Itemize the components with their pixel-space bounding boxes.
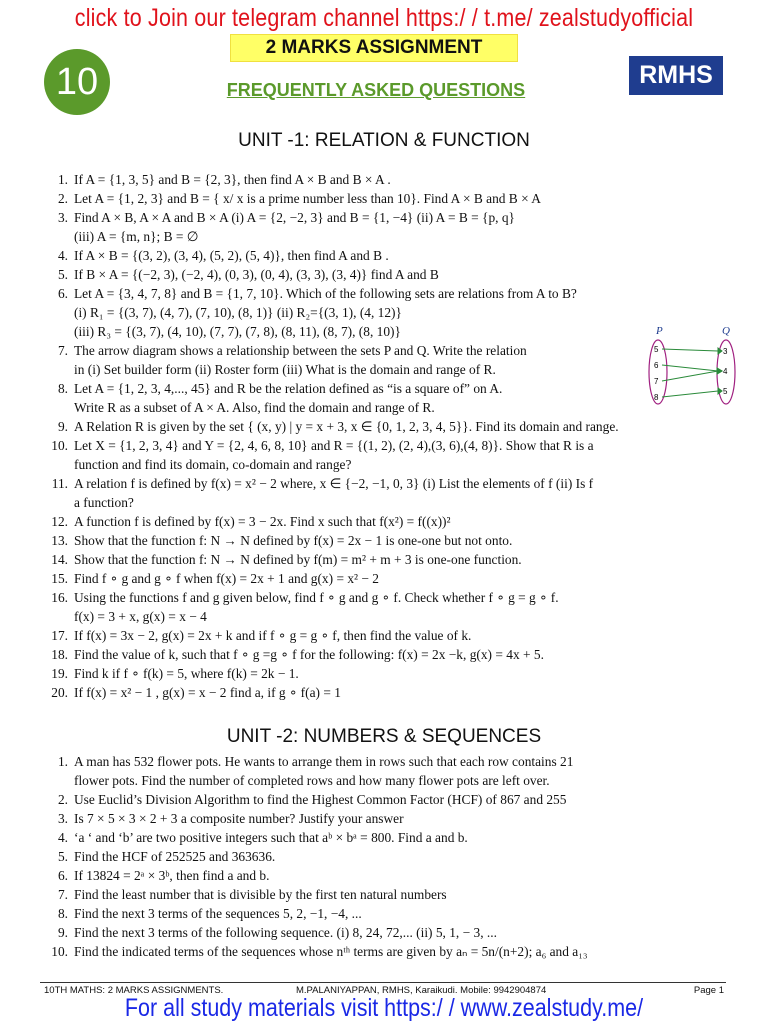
question-item <box>40 626 730 645</box>
question-item <box>40 531 730 550</box>
question-item <box>40 379 730 398</box>
question-text: Find A × B, A × A and B × A (i) A = {2, −2, 3} and B = {1, −4} (ii) A = B = {p, q} <box>74 210 515 225</box>
question-number: 8. <box>57 381 68 396</box>
question-number: 11. <box>51 476 68 491</box>
question-item <box>40 752 730 771</box>
question-item <box>40 942 730 961</box>
telegram-banner-link[interactable]: click to Join our telegram channel https:/ / t.me/ zealstudyofficial <box>74 4 694 32</box>
question-number: 9. <box>57 925 68 940</box>
question-text: If B × A = {(−2, 3), (−2, 4), (0, 3), (0, 4), (3, 3), (3, 4)} find A and B <box>74 267 439 282</box>
assignment-title: 2 MARKS ASSIGNMENT <box>230 34 518 62</box>
question-number: 10. <box>51 438 68 453</box>
question-number: 1. <box>57 754 68 769</box>
question-number: 3. <box>57 811 68 826</box>
question-item <box>40 569 730 588</box>
question-item <box>40 683 730 702</box>
question-number: 13. <box>51 533 68 548</box>
question-item <box>40 885 730 904</box>
set-q-label: Q <box>722 325 730 337</box>
question-text: Find the value of k, such that f ∘ g =g ∘ f for the following: f(x) = 2x −k, g(x) = 4x + 5. <box>74 647 544 662</box>
question-text: (i) R₁ = {(3, 7), (4, 7), (7, 10), (8, 1)} (ii) R₂={(3, 1), (4, 12)} <box>74 305 402 320</box>
question-item <box>40 904 730 923</box>
question-number: 9. <box>57 419 68 434</box>
question-item <box>40 455 730 474</box>
question-text: If 13824 = 2ᵃ × 3ᵇ, then find a and b. <box>74 868 270 883</box>
question-item <box>40 265 730 284</box>
question-item <box>40 923 730 942</box>
unit2-title: UNIT -2: NUMBERS & SEQUENCES <box>226 726 542 747</box>
question-text: A Relation R is given by the set { (x, y) | y = x + 3, x ∈ {0, 1, 2, 3, 4, 5}}. Find its domain and range. <box>74 419 619 434</box>
question-item <box>40 208 730 227</box>
question-text: in (i) Set builder form (ii) Roster form (iii) What is the domain and range of R. <box>74 362 496 377</box>
question-item <box>40 828 730 847</box>
q-item: 4 <box>723 367 728 376</box>
question-item <box>40 284 730 303</box>
question-text: The arrow diagram shows a relationship between the sets P and Q. Write the relation <box>74 343 527 358</box>
question-number: 6. <box>57 286 68 301</box>
question-text: If f(x) = 3x − 2, g(x) = 2x + k and if f ∘ g = g ∘ f, then find the value of k. <box>74 628 472 643</box>
question-text: Find the least number that is divisible by the first ten natural numbers <box>74 887 447 902</box>
question-number <box>40 398 74 417</box>
question-number: 12. <box>51 514 68 529</box>
question-number <box>40 360 74 379</box>
question-number: 19. <box>51 666 68 681</box>
question-text: Find the HCF of 252525 and 363636. <box>74 849 276 864</box>
question-number: 4. <box>57 830 68 845</box>
question-number: 5. <box>57 267 68 282</box>
question-item <box>40 588 730 607</box>
question-number <box>40 493 74 512</box>
question-item <box>40 664 730 683</box>
question-number: 18. <box>51 647 68 662</box>
question-item <box>40 170 730 189</box>
question-number <box>40 303 74 322</box>
question-item <box>40 417 730 436</box>
question-item <box>40 436 730 455</box>
question-text: Find k if f ∘ f(k) = 5, where f(k) = 2k − 1. <box>74 666 299 681</box>
set-p-label: P <box>656 325 663 337</box>
question-text: Show that the function f: N → N defined by f(m) = m² + m + 3 is one-one function. <box>74 552 522 567</box>
question-number <box>40 455 74 474</box>
question-item <box>40 645 730 664</box>
question-item <box>40 493 730 512</box>
question-number <box>40 322 74 341</box>
question-text: (iii) A = {m, n}; B = ∅ <box>74 229 199 244</box>
question-text: (iii) R₃ = {(3, 7), (4, 10), (7, 7), (7, 8), (8, 11), (8, 7), (8, 10)} <box>74 324 401 339</box>
study-materials-link[interactable]: For all study materials visit https:/ / www.zealstudy.me/ <box>124 994 644 1022</box>
question-text: A relation f is defined by f(x) = x² − 2 where, x ∈ {−2, −1, 0, 3} (i) List the elements of f (ii) Is f <box>74 476 594 491</box>
question-item <box>40 322 730 341</box>
question-number: 7. <box>57 343 68 358</box>
question-text: Is 7 × 5 × 3 × 2 + 3 a composite number? Justify your answer <box>74 811 404 826</box>
question-text: A function f is defined by f(x) = 3 − 2x. Find x such that f(x²) = f((x))² <box>74 514 451 529</box>
question-number: 2. <box>57 792 68 807</box>
p-item: 5 <box>654 345 659 354</box>
question-text: Using the functions f and g given below, find f ∘ g and g ∘ f. Check whether f ∘ g = g ∘ f. <box>74 590 559 605</box>
p-item: 7 <box>654 377 659 386</box>
footer-divider <box>40 982 726 983</box>
question-number: 2. <box>57 191 68 206</box>
question-number: 20. <box>51 685 68 700</box>
unit1-title: UNIT -1: RELATION & FUNCTION <box>238 130 530 151</box>
question-number: 14. <box>51 552 68 567</box>
p-item: 6 <box>654 361 659 370</box>
page-number: Page 1 <box>693 985 724 996</box>
question-item <box>40 227 730 246</box>
grade-badge: 10 <box>44 49 110 115</box>
question-item <box>40 360 730 379</box>
question-item <box>40 341 730 360</box>
question-item <box>40 246 730 265</box>
question-item <box>40 398 730 417</box>
question-number: 7. <box>57 887 68 902</box>
question-number <box>40 771 74 790</box>
question-item <box>40 189 730 208</box>
question-item <box>40 790 730 809</box>
question-item <box>40 809 730 828</box>
mapping-arrows <box>662 348 722 397</box>
faq-subtitle: FREQUENTLY ASKED QUESTIONS <box>226 80 526 100</box>
question-text: f(x) = 3 + x, g(x) = x − 4 <box>74 609 207 624</box>
question-number: 10. <box>51 944 68 959</box>
question-number: 15. <box>51 571 68 586</box>
question-item <box>40 474 730 493</box>
question-item <box>40 303 730 322</box>
rmhs-logo: RMHS <box>629 56 723 95</box>
question-text: A man has 532 flower pots. He wants to arrange them in rows such that each row contains 21 <box>74 754 574 769</box>
question-text: If A × B = {(3, 2), (3, 4), (5, 2), (5, 4)}, then find A and B . <box>74 248 389 263</box>
question-item <box>40 607 730 626</box>
question-text: Write R as a subset of A × A. Also, find the domain and range of R. <box>74 400 435 415</box>
question-number: 17. <box>51 628 68 643</box>
question-number: 3. <box>57 210 68 225</box>
arrow-diagram <box>642 324 742 408</box>
question-item <box>40 771 730 790</box>
question-number: 6. <box>57 868 68 883</box>
question-text: Let A = {3, 4, 7, 8} and B = {1, 7, 10}. Which of the following sets are relations from A to B? <box>74 286 577 301</box>
question-text: function and find its domain, co-domain and range? <box>74 457 352 472</box>
footer-left: 10TH MATHS: 2 MARKS ASSIGNMENTS. <box>44 985 224 996</box>
question-number: 1. <box>57 172 68 187</box>
unit1-question-list <box>40 170 730 702</box>
question-number <box>40 607 74 626</box>
question-text: a function? <box>74 495 134 510</box>
question-text: Let A = {1, 2, 3} and B = { x/ x is a prime number less than 10}. Find A × B and B × A <box>74 191 541 206</box>
question-number: 8. <box>57 906 68 921</box>
question-text: Find f ∘ g and g ∘ f when f(x) = 2x + 1 and g(x) = x² − 2 <box>74 571 379 586</box>
q-item: 3 <box>723 347 728 356</box>
question-number: 4. <box>57 248 68 263</box>
question-text: Find the indicated terms of the sequences whose nᵗʰ terms are given by aₙ = 5n/(n+2); a₆ and a₁₃ <box>74 944 588 959</box>
question-text: Let A = {1, 2, 3, 4,..., 45} and R be the relation defined as “is a square of” on A. <box>74 381 503 396</box>
footer-author: M.PALANIYAPPAN, RMHS, Karaikudi. Mobile: 9942904874 <box>296 985 547 996</box>
unit2-question-list <box>40 752 730 961</box>
question-text: Use Euclid’s Division Algorithm to find the Highest Common Factor (HCF) of 867 and 255 <box>74 792 567 807</box>
question-item <box>40 512 730 531</box>
question-item <box>40 847 730 866</box>
question-text: If f(x) = x² − 1 , g(x) = x − 2 find a, if g ∘ f(a) = 1 <box>74 685 341 700</box>
question-text: Show that the function f: N → N defined by f(x) = 2x − 1 is one-one but not onto. <box>74 533 513 548</box>
question-number: 16. <box>51 590 68 605</box>
question-text: flower pots. Find the number of completed rows and how many flower pots are left over. <box>74 773 550 788</box>
question-text: Find the next 3 terms of the following sequence. (i) 8, 24, 72,... (ii) 5, 1, − 3, ... <box>74 925 497 940</box>
question-number <box>40 227 74 246</box>
question-number: 5. <box>57 849 68 864</box>
question-item <box>40 866 730 885</box>
question-text: ‘a ‘ and ‘b’ are two positive integers such that aᵇ × bᵃ = 800. Find a and b. <box>74 830 468 845</box>
question-text: Let X = {1, 2, 3, 4} and Y = {2, 4, 6, 8, 10} and R = {(1, 2), (2, 4),(3, 6),(4, 8)}. Show that R is a <box>74 438 594 453</box>
p-item: 8 <box>654 393 659 402</box>
question-text: If A = {1, 3, 5} and B = {2, 3}, then find A × B and B × A . <box>74 172 391 187</box>
q-item: 5 <box>723 387 728 396</box>
question-text: Find the next 3 terms of the sequences 5, 2, −1, −4, ... <box>74 906 362 921</box>
question-item <box>40 550 730 569</box>
